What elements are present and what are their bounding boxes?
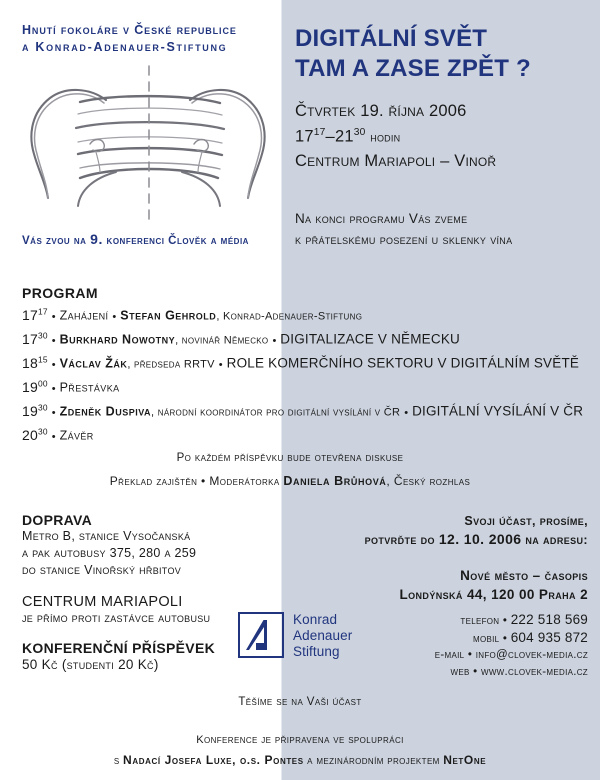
mobile-value: 604 935 872 (510, 629, 588, 645)
closing-line: Těšíme se na Vaši účast (238, 696, 362, 708)
time-unit: hodin (370, 129, 401, 145)
kas-word-3: Stiftung (293, 644, 340, 659)
transport-block (22, 512, 272, 579)
kas-logo-mark-icon (238, 612, 284, 658)
program-item-min: 30 (37, 402, 48, 412)
program-item-plain: Přestávka (59, 380, 120, 395)
invitation-prefix: Vás zvou na (22, 235, 87, 247)
phone-label: telefon (460, 615, 500, 627)
program-note-translation (0, 474, 580, 488)
transport-line-2: a pak autobusy 375, 280 a 259 (22, 546, 197, 560)
time-end-min: 30 (353, 127, 366, 138)
contact-bullet: • (502, 632, 508, 645)
program-item-min: 30 (37, 330, 48, 340)
rsvp-line-1: Svoji účast, prosíme, (464, 514, 588, 528)
program-item (22, 426, 594, 450)
fee-heading: KONFERENČNÍ PŘÍSPĚVEK (22, 640, 215, 656)
transport-line-3: do stanice Vinořský hřbitov (22, 563, 182, 577)
event-note-line-1: Na konci programu Vás zveme (295, 211, 468, 226)
program-item (22, 306, 594, 330)
program-item-plain: Závěr (59, 428, 94, 443)
program-item-plain: Zahájení (59, 308, 109, 323)
email-value[interactable]: info@clovek-media.cz (475, 649, 588, 661)
program-item-topic: DIGITÁLNÍ VYSÍLÁNÍ V ČR (412, 403, 584, 419)
rsvp-block (303, 512, 588, 549)
time-dash: – (325, 127, 335, 146)
fee-line-1: 50 Kč (studenti 20 Kč) (22, 657, 159, 672)
program-heading: PROGRAM (22, 285, 98, 301)
organizers-line (22, 22, 272, 56)
rsvp-suffix: na adresu: (521, 533, 588, 547)
credits-line-1: Konference je připravena ve spolupráci (196, 734, 404, 746)
address-line-2: Londýnská 44, 120 00 Praha 2 (399, 587, 588, 602)
program-item-min: 17 (37, 306, 48, 316)
program-item-hour: 17 (22, 330, 38, 347)
venue-block (22, 594, 272, 627)
invitation-line (22, 232, 280, 248)
headline-line-1: DIGITÁLNÍ SVĚT (295, 25, 488, 52)
program-item-time (22, 403, 48, 419)
event-note-line-2: k přátelskému posezení u sklenky vína (295, 232, 513, 247)
contact-web (303, 664, 588, 681)
program-item-hour: 18 (22, 354, 38, 371)
program-item-role: , národní koordinátor pro digitální vysílání v ČR (151, 406, 401, 419)
event-date: Čtvrtek 19. října 2006 (295, 102, 467, 120)
invitation-number: 9. (90, 231, 103, 247)
program-item-min: 15 (37, 354, 48, 364)
translation-suffix: , Český rozhlas (386, 474, 471, 488)
program-item (22, 378, 594, 402)
program-bullet: • (51, 310, 56, 323)
program-item-min: 00 (37, 378, 48, 388)
program-item-role: , Konrad-Adenauer-Stiftung (216, 310, 363, 323)
venue-heading: CENTRUM MARIAPOLI (22, 594, 183, 610)
web-label: web (450, 665, 470, 678)
transport-line-1: Metro B, stanice Vysočanská (22, 529, 191, 543)
program-list (22, 306, 594, 450)
program-bullet: • (51, 358, 56, 371)
credits-line-2 (0, 750, 600, 771)
event-closing-note (295, 208, 595, 250)
program-item (22, 402, 594, 426)
program-note-discussion: Po každém příspěvku bude otevřena diskuse (176, 452, 404, 464)
pencil-sketch-illustration (18, 58, 280, 230)
organizer-line-2: a Konrad-Adenauer-Stiftung (22, 40, 228, 54)
program-item-person: Stefan Gehrold (120, 308, 217, 323)
program-item-hour: 19 (22, 402, 38, 419)
credits-middle: a mezinárodním projektem (303, 755, 444, 767)
program-item-person: Burkhard Nowotny (59, 332, 176, 347)
program-bullet: • (51, 406, 56, 419)
program-bullet: • (272, 334, 277, 347)
program-item-role: , novinář Německo (175, 334, 269, 347)
contact-bullet: • (473, 665, 478, 678)
partner-name-2: NetOne (443, 753, 487, 767)
program-bullet: • (112, 310, 117, 323)
rsvp-deadline-date: 12. 10. 2006 (438, 531, 522, 547)
program-item (22, 354, 594, 378)
address-line-1: Nové město – časopis (460, 568, 588, 583)
transport-heading: DOPRAVA (22, 512, 93, 528)
venue-line-1: je přímo proti zastávce autobusu (22, 611, 211, 625)
program-item-person: Václav Žák (59, 356, 128, 371)
page-title (295, 24, 595, 84)
translation-prefix: Překlad zajištěn • Moderátorka (109, 474, 284, 488)
credits-prefix: s (113, 755, 124, 767)
program-item-time (22, 331, 48, 347)
program-item-time (22, 307, 48, 323)
program-item-time (22, 355, 48, 371)
fee-block (22, 640, 272, 673)
transport-body (22, 528, 272, 579)
address-block (303, 566, 588, 604)
program-item-topic: DIGITALIZACE V NĚMECKU (280, 331, 460, 347)
email-label: e-mail (434, 649, 465, 661)
contact-bullet: • (502, 615, 508, 627)
rsvp-prefix: potvrďte do (364, 533, 439, 547)
program-item-topic: ROLE KOMERČNÍHO SEKTORU V DIGITÁLNÍM SVĚTĚ (226, 355, 580, 371)
event-time (295, 122, 595, 149)
program-bullet: • (51, 382, 56, 395)
credits-block (0, 730, 600, 771)
program-bullet: • (51, 430, 56, 443)
konrad-adenauer-stiftung-logo (238, 612, 352, 660)
program-item-min: 30 (37, 426, 48, 436)
time-start-min: 17 (313, 127, 326, 138)
program-item (22, 330, 594, 354)
mobile-label: mobil (472, 632, 500, 645)
program-item-hour: 17 (22, 306, 38, 323)
headline-line-2: TAM A ZASE ZPĚT ? (295, 55, 531, 82)
partner-name-1: Nadací Josefa Luxe, o.s. Pontes (123, 753, 304, 767)
web-value[interactable]: www.clovek-media.cz (480, 665, 588, 678)
program-item-time (22, 427, 48, 443)
program-item-role: , předseda RRTV (127, 358, 215, 371)
time-end-hour: 21 (334, 127, 354, 146)
time-start-hour: 17 (295, 127, 314, 146)
program-item-hour: 20 (22, 426, 38, 443)
moderator-name: Daniela Brůhová (283, 474, 387, 488)
program-bullet: • (404, 406, 409, 419)
kas-wordmark (293, 612, 352, 660)
program-item-person: Zdeněk Duspiva (59, 404, 152, 419)
event-place: Centrum Mariapoli – Vinoř (295, 152, 497, 170)
kas-word-2: Adenauer (293, 628, 353, 643)
program-bullet: • (218, 358, 223, 371)
program-item-hour: 19 (22, 378, 38, 395)
program-bullet: • (51, 334, 56, 347)
event-datetime (295, 100, 595, 149)
organizer-line-1: Hnutí fokoláre v České republice (22, 23, 237, 37)
kas-word-1: Konrad (293, 612, 338, 627)
invitation-suffix: konferenci Člověk a média (106, 235, 249, 247)
contact-bullet: • (467, 649, 473, 661)
phone-value: 222 518 569 (510, 612, 588, 627)
rsvp-line-2 (303, 530, 588, 549)
program-item-time (22, 379, 48, 395)
